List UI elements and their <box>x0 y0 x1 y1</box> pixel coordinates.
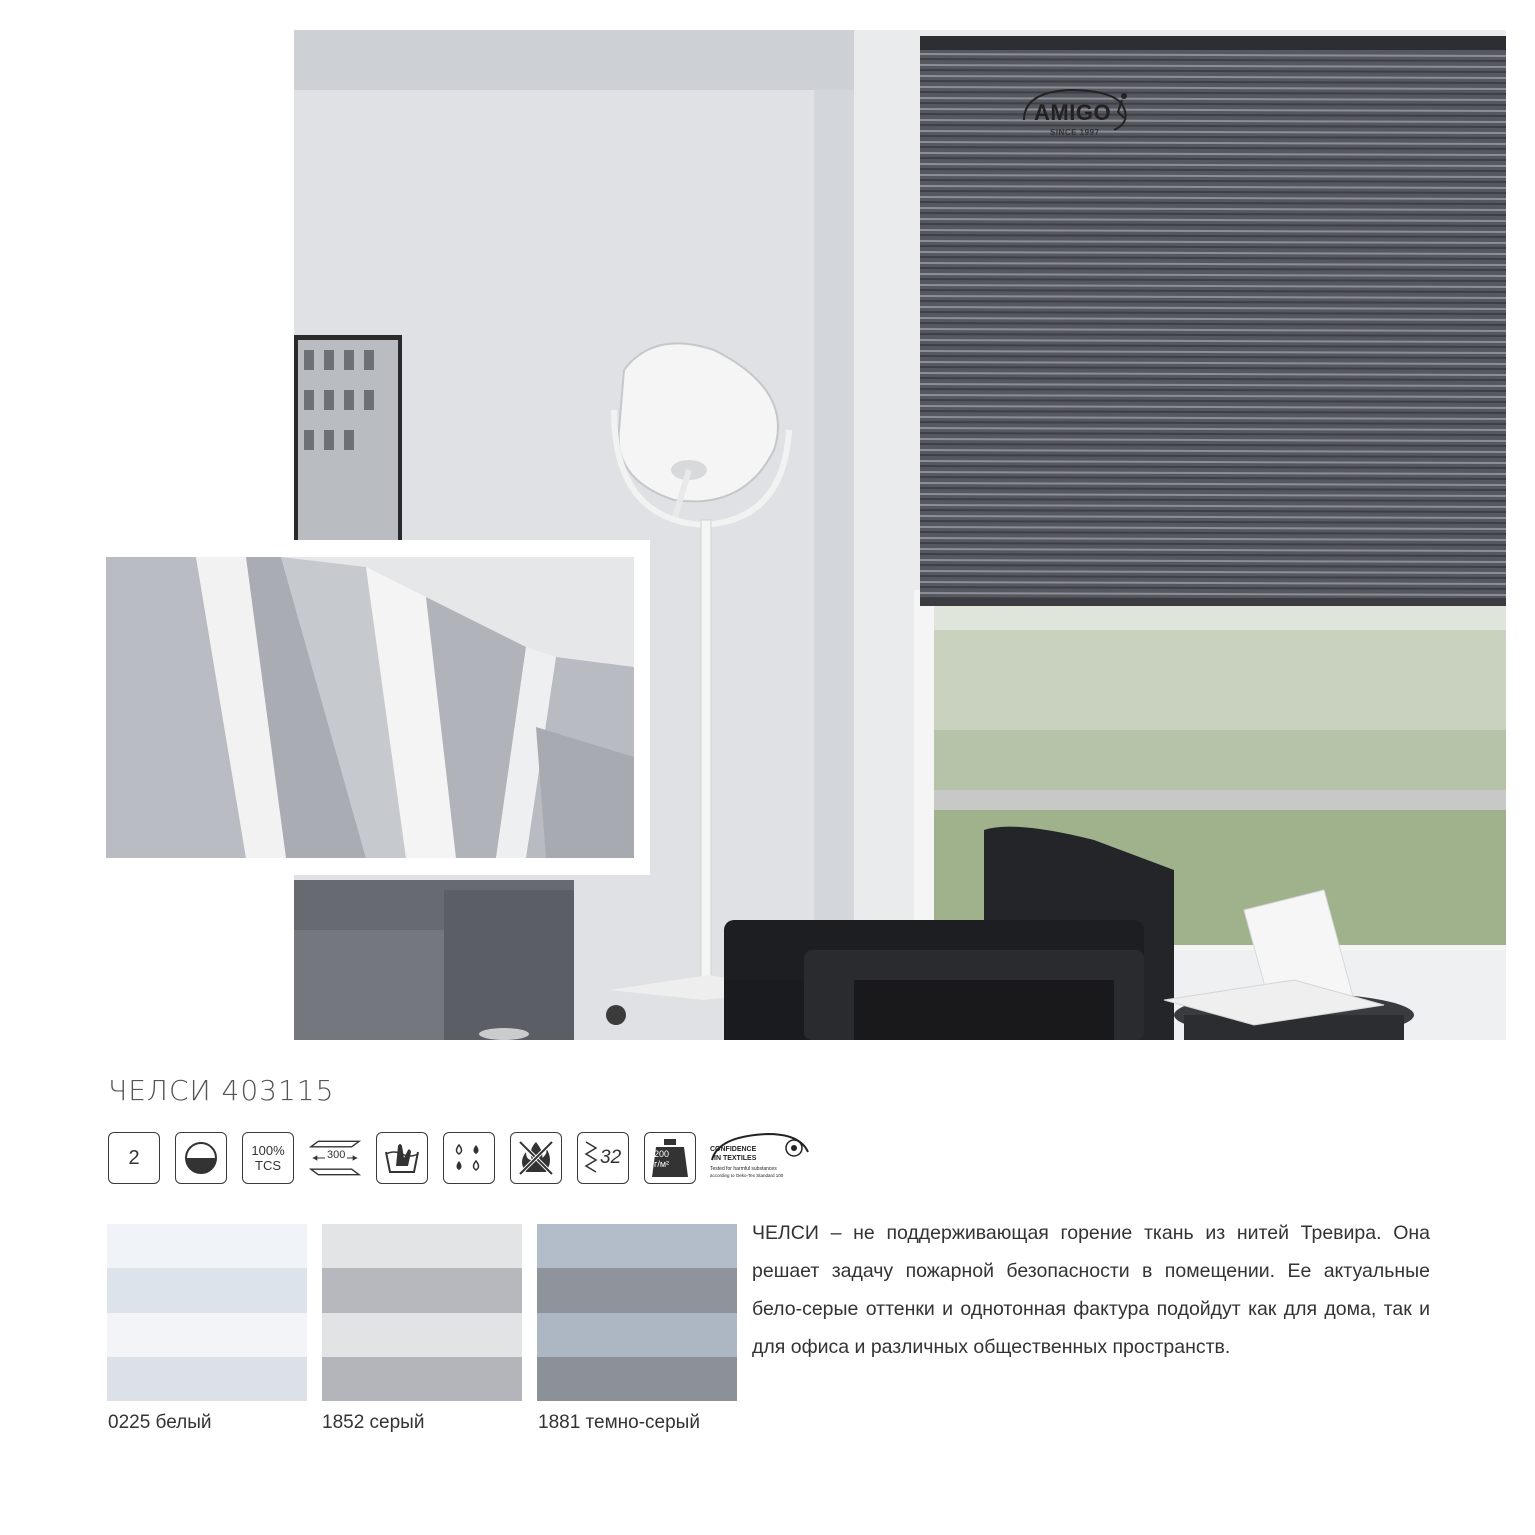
swatch-band <box>537 1268 737 1312</box>
swatch-band <box>322 1313 522 1357</box>
flame-retardant-icon <box>510 1132 562 1184</box>
swatch-band <box>107 1357 307 1401</box>
fabric-pleats-closeup <box>106 557 634 858</box>
product-description: ЧЕЛСИ – не поддерживающая горение ткань из нитей Тревира. Она решает задачу пожарной безопасности в помещении. Ее актуальные бело-серые оттенки и однотонная фактура подойдут как для дома, так и для офиса и различных общественных пространств. <box>752 1222 1430 1358</box>
oeko-line2: IN TEXTILES <box>714 1155 757 1162</box>
swatch-band <box>537 1357 737 1401</box>
swatch-label-grey: 1852 серый <box>322 1412 425 1433</box>
logo-text: AMIGO <box>1034 100 1112 125</box>
weight-icon <box>644 1132 696 1184</box>
oeko-tex-icon <box>708 1130 813 1188</box>
oeko-line1: CONFIDENCE <box>710 1146 757 1153</box>
swatch-label-white: 0225 белый <box>108 1412 212 1433</box>
fabric-class-value: 2 <box>128 1146 140 1169</box>
logo-since: SINCE 1997 <box>1050 128 1100 137</box>
roll-width-value: 300 <box>327 1149 346 1161</box>
oeko-line3: Tested for harmful substances <box>710 1166 777 1172</box>
hand-wash-icon <box>376 1132 428 1184</box>
composition-icon <box>242 1132 294 1184</box>
swatch-band <box>107 1268 307 1312</box>
swatch-label-dark-grey: 1881 темно-серый <box>538 1412 700 1433</box>
swatch-band <box>322 1224 522 1268</box>
swatch-dark-grey[interactable] <box>537 1224 737 1401</box>
water-drops-icon <box>443 1132 495 1184</box>
room-photo <box>294 30 1506 1040</box>
swatch-band <box>537 1313 737 1357</box>
oeko-line4: according to Oeko-Tex Standard 100 <box>710 1173 784 1178</box>
product-title: ЧЕЛСИ 403115 <box>108 1074 335 1107</box>
swatch-band <box>107 1224 307 1268</box>
swatch-grey[interactable] <box>322 1224 522 1401</box>
translucency-icon <box>175 1132 227 1184</box>
weight-value: 200 г/м² <box>654 1149 670 1169</box>
swatch-band <box>322 1268 522 1312</box>
brand-logo <box>1010 78 1140 148</box>
fabric-class-icon <box>108 1132 160 1184</box>
room-illustration <box>294 30 1506 1040</box>
swatch-white[interactable] <box>107 1224 307 1401</box>
swatch-band <box>107 1313 307 1357</box>
pleat-size-value: 32 <box>600 1147 622 1168</box>
swatch-band <box>322 1357 522 1401</box>
fabric-closeup <box>106 557 634 858</box>
swatch-band <box>537 1224 737 1268</box>
roll-width-icon <box>309 1132 361 1184</box>
composition-value: 100% TCS <box>251 1143 285 1173</box>
pleat-size-icon <box>577 1132 629 1184</box>
